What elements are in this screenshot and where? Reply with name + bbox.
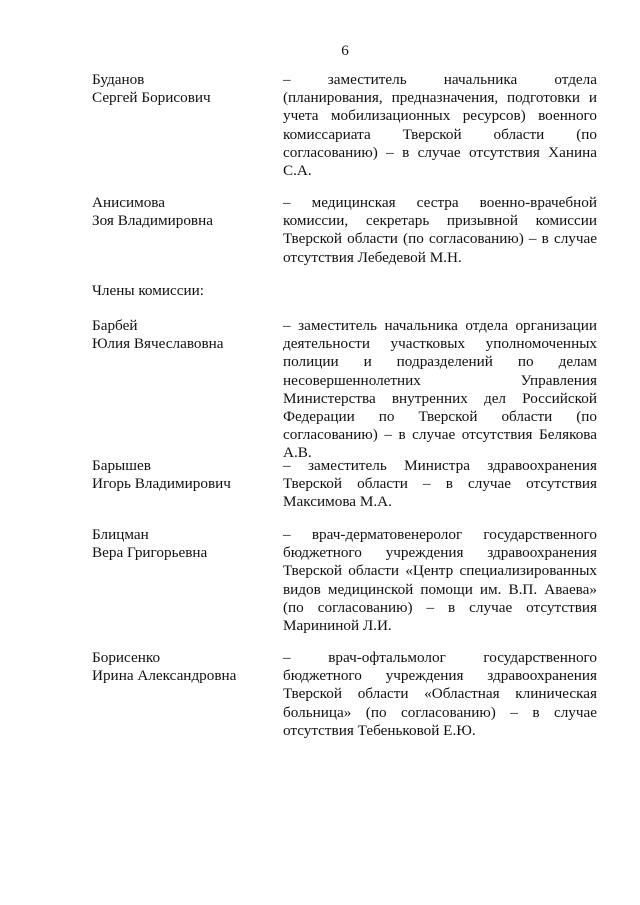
member-given-names: Юлия Вячеславовна [92,335,224,353]
member-name [92,526,272,562]
page-number: 6 [341,42,349,59]
member-given-names: Сергей Борисович [92,89,211,107]
member-surname: Буданов [92,71,145,88]
member-surname: Барышев [92,457,151,474]
member-surname: Барбей [92,317,138,334]
member-name [92,317,272,353]
member-surname: Блицман [92,526,149,543]
member-name [92,649,272,685]
member-given-names: Игорь Владимирович [92,475,231,493]
member-role: – заместитель Министра здравоохранения Тверской области – в случае отсутствия Максимова М.А. [283,457,597,511]
member-name [92,194,272,230]
member-name [92,71,272,107]
member-given-names: Ирина Александровна [92,667,237,685]
section-label-members: Члены комиссии: [92,282,204,299]
member-given-names: Зоя Владимировна [92,212,213,230]
member-given-names: Вера Григорьевна [92,544,208,562]
member-name [92,457,272,493]
member-role: – врач-дерматовенеролог государственного бюджетного учреждения здравоохранения Тверской области «Центр специализированных видов медицинской помощи им. В.П. Аваева» (по согласованию) – в случае отсутствия Марининой Л.И. [283,526,597,635]
member-role: – заместитель начальника отдела организации деятельности участковых уполномоченных полиции и подразделений по делам несовершеннолетних Управления Министерства внутренних дел Российской Федерации по Тверской области (по согласованию) – в случае отсутствия Белякова А.В. [283,317,597,462]
member-role: – заместитель начальника отдела (планирования, предназначения, подготовки и учета мобилизационных ресурсов) военного комиссариата Тверской области (по согласованию) – в случае отсутствия Ханина С.А. [283,71,597,180]
member-surname: Борисенко [92,649,161,666]
member-role: – врач-офтальмолог государственного бюджетного учреждения здравоохранения Тверской области «Областная клиническая больница» (по согласованию) – в случае отсутствия Тебеньковой Е.Ю. [283,649,597,739]
member-surname: Анисимова [92,194,166,211]
member-role: – медицинская сестра военно-врачебной комиссии, секретарь призывной комиссии Тверской области (по согласованию) – в случае отсутствия Лебедевой М.Н. [283,194,597,266]
